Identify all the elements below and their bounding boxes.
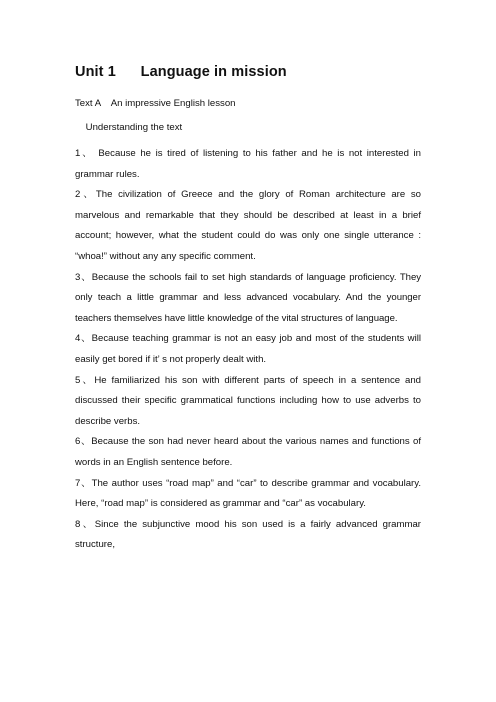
answer-item-6: 6、Because the son had never heard about the various names and functions of words in an English sentence before. [75,436,421,468]
answer-item-1: 1、 Because he is tired of listening to his father and he is not interested in grammar rules. [75,148,421,180]
answer-item-5: 5、He familiarized his son with different parts of speech in a sentence and discussed their specific grammatical functions including how to use adverbs to describe verbs. [75,374,421,427]
answer-item-2: 2、The civilization of Greece and the glory of Roman architecture are so marvelous and remarkable that they should be described at least in a brief account; however, what the student could do was only one single utterance : “whoa!” without any any specific comment. [75,189,421,262]
answer-item-7: 7、The author uses “road map” and “car” to describe grammar and vocabulary. Here, “road map” is considered as grammar and “car” as vocabulary. [75,477,421,510]
text-subtitle: Text A An impressive English lesson [75,98,236,109]
answer-list [75,144,421,556]
section-heading: Understanding the text [75,122,183,133]
answer-item-4: 4、Because teaching grammar is not an easy job and most of the students will easily get bored if it’ s not properly dealt with. [75,333,421,365]
answer-item-3: 3、Because the schools fail to set high standards of language proficiency. They only teach a little grammar and less advanced vocabulary. And the younger teachers themselves have little knowledge of the vital structures of language. [75,271,421,324]
unit-title: Unit 1 Language in mission [75,64,287,80]
answer-item-8: 8、Since the subjunctive mood his son used is a fairly advanced grammar structure, [75,518,421,551]
